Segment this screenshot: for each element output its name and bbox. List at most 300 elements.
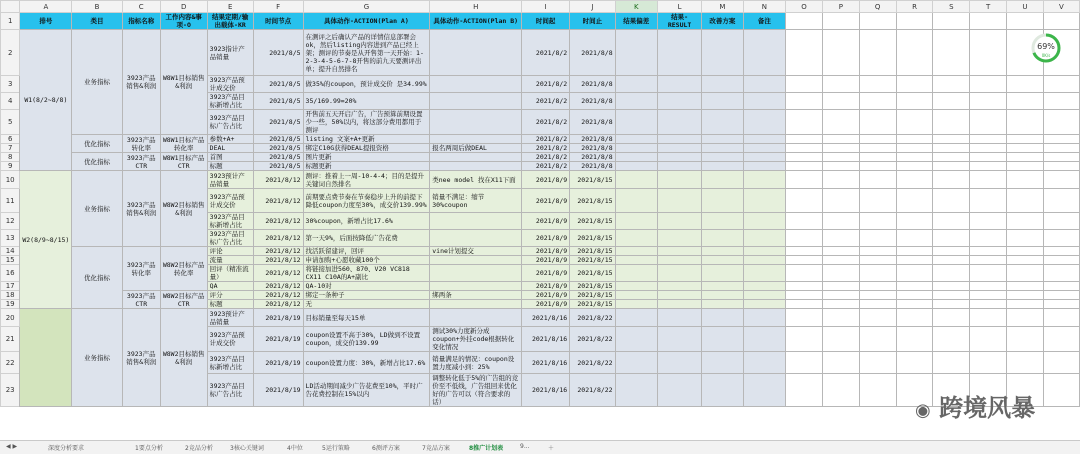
- empty-cell[interactable]: [1043, 282, 1079, 291]
- improvement-cell[interactable]: [702, 189, 743, 213]
- note-cell[interactable]: [743, 352, 785, 374]
- empty-cell[interactable]: [822, 309, 859, 327]
- time-end-cell[interactable]: 2021/8/15: [570, 265, 615, 282]
- empty-cell[interactable]: [896, 327, 933, 352]
- result-cell[interactable]: [658, 189, 702, 213]
- time-end-cell[interactable]: 2021/8/15: [570, 291, 615, 300]
- empty-cell[interactable]: [1007, 291, 1044, 300]
- empty-cell[interactable]: [970, 171, 1007, 189]
- empty-cell[interactable]: [970, 110, 1007, 135]
- column-header-V[interactable]: V: [1043, 1, 1079, 13]
- empty-cell[interactable]: [822, 189, 859, 213]
- header-cell-13[interactable]: 备注: [743, 13, 785, 30]
- empty-cell[interactable]: [896, 171, 933, 189]
- empty-cell[interactable]: [859, 189, 896, 213]
- time-node-cell[interactable]: 2021/8/5: [253, 153, 303, 162]
- time-node-cell[interactable]: 2021/8/19: [253, 374, 303, 407]
- note-cell[interactable]: [743, 189, 785, 213]
- time-node-cell[interactable]: 2021/8/5: [253, 76, 303, 93]
- action-b-cell[interactable]: 测试30%力度新分成coupon+外挂code根据转化变化情况: [430, 327, 522, 352]
- empty-cell[interactable]: [970, 327, 1007, 352]
- empty-cell[interactable]: [1007, 93, 1044, 110]
- improvement-cell[interactable]: [702, 327, 743, 352]
- action-b-cell[interactable]: [430, 230, 522, 247]
- empty-cell[interactable]: [1043, 309, 1079, 327]
- merged-cell-A[interactable]: [20, 309, 72, 407]
- time-end-cell[interactable]: 2021/8/8: [570, 135, 615, 144]
- time-end-cell[interactable]: 2021/8/8: [570, 110, 615, 135]
- empty-cell[interactable]: [933, 256, 970, 265]
- deviation-cell[interactable]: [615, 327, 657, 352]
- time-start-cell[interactable]: 2021/8/2: [522, 144, 570, 153]
- empty-cell[interactable]: [1007, 265, 1044, 282]
- empty-cell[interactable]: [970, 13, 1007, 30]
- kr-cell[interactable]: 流量: [207, 256, 253, 265]
- tab-nav-prev-icon[interactable]: ◀ ▶: [6, 443, 18, 450]
- row-header-18[interactable]: 18: [1, 291, 20, 300]
- empty-cell[interactable]: [896, 247, 933, 256]
- note-cell[interactable]: [743, 144, 785, 153]
- empty-cell[interactable]: [896, 256, 933, 265]
- empty-cell[interactable]: [1007, 352, 1044, 374]
- action-a-cell[interactable]: 将链接加进560、870、V20 VC818 CX11 C10A的A+副比: [303, 265, 430, 282]
- empty-cell[interactable]: [822, 153, 859, 162]
- column-header-J[interactable]: J: [570, 1, 615, 13]
- action-a-cell[interactable]: listing 文案+A+更新: [303, 135, 430, 144]
- empty-cell[interactable]: [1043, 13, 1079, 30]
- note-cell[interactable]: [743, 327, 785, 352]
- action-a-cell[interactable]: 在测评之后确认产品的详情信息部署会ok，然后listing内容进到产品已经上架；测评的节奏是从开售第一天开始：1-2-3-4-5-6-7-8开售的前九天要测评出单；提升自然排名: [303, 30, 430, 76]
- empty-cell[interactable]: [786, 282, 823, 291]
- empty-cell[interactable]: [970, 352, 1007, 374]
- deviation-cell[interactable]: [615, 110, 657, 135]
- empty-cell[interactable]: [1043, 327, 1079, 352]
- kr-cell[interactable]: 评分: [207, 291, 253, 300]
- time-start-cell[interactable]: 2021/8/9: [522, 189, 570, 213]
- kr-cell[interactable]: 标题: [207, 162, 253, 171]
- result-cell[interactable]: [658, 247, 702, 256]
- merged-cell-D[interactable]: W8W1目标销售&利润: [160, 30, 207, 135]
- merged-cell-B[interactable]: 优化指标: [72, 135, 122, 153]
- column-header-N[interactable]: N: [743, 1, 785, 13]
- kr-cell[interactable]: 3923产品预计成交价: [207, 76, 253, 93]
- empty-cell[interactable]: [822, 93, 859, 110]
- improvement-cell[interactable]: [702, 291, 743, 300]
- empty-cell[interactable]: [1043, 265, 1079, 282]
- empty-cell[interactable]: [1043, 153, 1079, 162]
- column-header-U[interactable]: U: [1007, 1, 1044, 13]
- time-end-cell[interactable]: 2021/8/8: [570, 93, 615, 110]
- column-header-R[interactable]: R: [896, 1, 933, 13]
- empty-cell[interactable]: [859, 162, 896, 171]
- empty-cell[interactable]: [786, 374, 823, 407]
- action-b-cell[interactable]: [430, 282, 522, 291]
- tab-0[interactable]: 深度分析要求: [48, 445, 85, 452]
- result-cell[interactable]: [658, 256, 702, 265]
- deviation-cell[interactable]: [615, 135, 657, 144]
- empty-cell[interactable]: [933, 13, 970, 30]
- empty-cell[interactable]: [933, 153, 970, 162]
- action-b-cell[interactable]: [430, 135, 522, 144]
- deviation-cell[interactable]: [615, 213, 657, 230]
- empty-cell[interactable]: [933, 309, 970, 327]
- improvement-cell[interactable]: [702, 171, 743, 189]
- empty-cell[interactable]: [859, 327, 896, 352]
- kr-cell[interactable]: 3923产品目标广告占比: [207, 110, 253, 135]
- deviation-cell[interactable]: [615, 247, 657, 256]
- row-header-22[interactable]: 22: [1, 352, 20, 374]
- empty-cell[interactable]: [786, 327, 823, 352]
- empty-cell[interactable]: [859, 265, 896, 282]
- empty-cell[interactable]: [786, 230, 823, 247]
- improvement-cell[interactable]: [702, 30, 743, 76]
- empty-cell[interactable]: [822, 282, 859, 291]
- time-start-cell[interactable]: 2021/8/2: [522, 93, 570, 110]
- empty-cell[interactable]: [970, 162, 1007, 171]
- note-cell[interactable]: [743, 153, 785, 162]
- empty-cell[interactable]: [1043, 76, 1079, 93]
- merged-cell-D[interactable]: W8W2目标销售&利润: [160, 171, 207, 247]
- empty-cell[interactable]: [933, 265, 970, 282]
- empty-cell[interactable]: [896, 135, 933, 144]
- result-cell[interactable]: [658, 171, 702, 189]
- empty-cell[interactable]: [859, 144, 896, 153]
- note-cell[interactable]: [743, 76, 785, 93]
- action-a-cell[interactable]: 无: [303, 300, 430, 309]
- header-cell-12[interactable]: 改善方案: [702, 13, 743, 30]
- action-a-cell[interactable]: 做35%的coupon，预计成交价 是34.99%: [303, 76, 430, 93]
- empty-cell[interactable]: [1007, 171, 1044, 189]
- column-header-O[interactable]: O: [786, 1, 823, 13]
- empty-cell[interactable]: [970, 76, 1007, 93]
- empty-cell[interactable]: [896, 110, 933, 135]
- note-cell[interactable]: [743, 265, 785, 282]
- action-b-cell[interactable]: [430, 300, 522, 309]
- empty-cell[interactable]: [1007, 256, 1044, 265]
- empty-cell[interactable]: [1007, 162, 1044, 171]
- time-start-cell[interactable]: 2021/8/9: [522, 171, 570, 189]
- merged-cell-A[interactable]: W1(8/2~8/8): [20, 30, 72, 171]
- empty-cell[interactable]: [786, 171, 823, 189]
- note-cell[interactable]: [743, 256, 785, 265]
- row-header-17[interactable]: 17: [1, 282, 20, 291]
- time-start-cell[interactable]: 2021/8/9: [522, 213, 570, 230]
- empty-cell[interactable]: [859, 256, 896, 265]
- note-cell[interactable]: [743, 93, 785, 110]
- result-cell[interactable]: [658, 300, 702, 309]
- row-header-10[interactable]: 10: [1, 171, 20, 189]
- action-b-cell[interactable]: 调整转化低于5%的广告组的竞价至不低线，广告组回来优化好的广告可以（符合要求的话）: [430, 374, 522, 407]
- improvement-cell[interactable]: [702, 247, 743, 256]
- action-a-cell[interactable]: 目标销量至每天15单: [303, 309, 430, 327]
- empty-cell[interactable]: [970, 93, 1007, 110]
- deviation-cell[interactable]: [615, 256, 657, 265]
- merged-cell-D[interactable]: W8W2目标产品转化率: [160, 247, 207, 291]
- empty-cell[interactable]: [859, 110, 896, 135]
- empty-cell[interactable]: [822, 162, 859, 171]
- action-b-cell[interactable]: [430, 256, 522, 265]
- empty-cell[interactable]: [896, 282, 933, 291]
- empty-cell[interactable]: [786, 265, 823, 282]
- time-end-cell[interactable]: 2021/8/15: [570, 256, 615, 265]
- empty-cell[interactable]: [970, 213, 1007, 230]
- empty-cell[interactable]: [786, 76, 823, 93]
- improvement-cell[interactable]: [702, 144, 743, 153]
- column-header-I[interactable]: I: [522, 1, 570, 13]
- header-cell-4[interactable]: 结果定期/输出载体-KR: [207, 13, 253, 30]
- empty-cell[interactable]: [1043, 352, 1079, 374]
- time-end-cell[interactable]: 2021/8/15: [570, 189, 615, 213]
- action-b-cell[interactable]: vine计划提交: [430, 247, 522, 256]
- empty-cell[interactable]: [1007, 110, 1044, 135]
- empty-cell[interactable]: [896, 13, 933, 30]
- row-header-15[interactable]: 15: [1, 256, 20, 265]
- time-end-cell[interactable]: 2021/8/8: [570, 153, 615, 162]
- empty-cell[interactable]: [896, 93, 933, 110]
- empty-cell[interactable]: [970, 230, 1007, 247]
- empty-cell[interactable]: [786, 13, 823, 30]
- row-header-2[interactable]: 2: [1, 30, 20, 76]
- time-node-cell[interactable]: 2021/8/19: [253, 327, 303, 352]
- empty-cell[interactable]: [896, 300, 933, 309]
- action-b-cell[interactable]: 类nee model 找在X11下面: [430, 171, 522, 189]
- kr-cell[interactable]: 3923预计产品销量: [207, 309, 253, 327]
- deviation-cell[interactable]: [615, 291, 657, 300]
- empty-cell[interactable]: [970, 135, 1007, 144]
- column-header-L[interactable]: L: [658, 1, 702, 13]
- merged-cell-C[interactable]: 3923产品销售&利润: [122, 309, 160, 407]
- time-node-cell[interactable]: 2021/8/12: [253, 282, 303, 291]
- time-node-cell[interactable]: 2021/8/12: [253, 265, 303, 282]
- deviation-cell[interactable]: [615, 374, 657, 407]
- time-node-cell[interactable]: 2021/8/5: [253, 30, 303, 76]
- empty-cell[interactable]: [970, 247, 1007, 256]
- empty-cell[interactable]: [1007, 282, 1044, 291]
- improvement-cell[interactable]: [702, 230, 743, 247]
- merged-cell-C[interactable]: 3923产品销售&利润: [122, 171, 160, 247]
- result-cell[interactable]: [658, 327, 702, 352]
- empty-cell[interactable]: [896, 30, 933, 76]
- empty-cell[interactable]: [1043, 135, 1079, 144]
- result-cell[interactable]: [658, 162, 702, 171]
- improvement-cell[interactable]: [702, 300, 743, 309]
- note-cell[interactable]: [743, 282, 785, 291]
- improvement-cell[interactable]: [702, 153, 743, 162]
- time-node-cell[interactable]: 2021/8/12: [253, 213, 303, 230]
- empty-cell[interactable]: [896, 265, 933, 282]
- empty-cell[interactable]: [933, 93, 970, 110]
- time-node-cell[interactable]: 2021/8/19: [253, 309, 303, 327]
- action-b-cell[interactable]: [430, 265, 522, 282]
- empty-cell[interactable]: [896, 230, 933, 247]
- note-cell[interactable]: [743, 162, 785, 171]
- time-start-cell[interactable]: 2021/8/9: [522, 247, 570, 256]
- deviation-cell[interactable]: [615, 265, 657, 282]
- result-cell[interactable]: [658, 213, 702, 230]
- empty-cell[interactable]: [1043, 171, 1079, 189]
- time-end-cell[interactable]: 2021/8/22: [570, 374, 615, 407]
- action-a-cell[interactable]: coupon设置不高于30%，LD做到不设置coupon，成交价139.99: [303, 327, 430, 352]
- merged-cell-B[interactable]: 优化指标: [72, 247, 122, 309]
- row-header-9[interactable]: 9: [1, 162, 20, 171]
- note-cell[interactable]: [743, 30, 785, 76]
- action-a-cell[interactable]: 前期要点费节奏在节奏稳步上升的前提下降低coupon力度至30%，成交价139.99%: [303, 189, 430, 213]
- row-header-7[interactable]: 7: [1, 144, 20, 153]
- improvement-cell[interactable]: [702, 162, 743, 171]
- improvement-cell[interactable]: [702, 265, 743, 282]
- result-cell[interactable]: [658, 30, 702, 76]
- column-header-A[interactable]: A: [20, 1, 72, 13]
- empty-cell[interactable]: [859, 291, 896, 300]
- empty-cell[interactable]: [1007, 135, 1044, 144]
- empty-cell[interactable]: [1043, 213, 1079, 230]
- empty-cell[interactable]: [786, 135, 823, 144]
- empty-cell[interactable]: [896, 189, 933, 213]
- action-a-cell[interactable]: QA-10对: [303, 282, 430, 291]
- note-cell[interactable]: [743, 309, 785, 327]
- time-start-cell[interactable]: 2021/8/16: [522, 309, 570, 327]
- header-cell-9[interactable]: 时间止: [570, 13, 615, 30]
- merged-cell-B[interactable]: 业务指标: [72, 171, 122, 247]
- empty-cell[interactable]: [970, 300, 1007, 309]
- empty-cell[interactable]: [786, 256, 823, 265]
- empty-cell[interactable]: [859, 352, 896, 374]
- time-start-cell[interactable]: 2021/8/9: [522, 230, 570, 247]
- empty-cell[interactable]: [933, 352, 970, 374]
- tab-3[interactable]: 3核心关键词: [230, 445, 264, 452]
- time-node-cell[interactable]: 2021/8/5: [253, 110, 303, 135]
- empty-cell[interactable]: [1043, 110, 1079, 135]
- kr-cell[interactable]: 3923预计产品销量: [207, 171, 253, 189]
- deviation-cell[interactable]: [615, 230, 657, 247]
- note-cell[interactable]: [743, 247, 785, 256]
- header-cell-2[interactable]: 指标名称: [122, 13, 160, 30]
- improvement-cell[interactable]: [702, 282, 743, 291]
- merged-cell-C[interactable]: 3923产品转化率: [122, 247, 160, 291]
- result-cell[interactable]: [658, 93, 702, 110]
- empty-cell[interactable]: [933, 230, 970, 247]
- action-a-cell[interactable]: 第一天9%，后面按降低广告花费: [303, 230, 430, 247]
- empty-cell[interactable]: [786, 144, 823, 153]
- deviation-cell[interactable]: [615, 144, 657, 153]
- result-cell[interactable]: [658, 110, 702, 135]
- merged-cell-B[interactable]: 业务指标: [72, 309, 122, 407]
- kr-cell[interactable]: DEAL: [207, 144, 253, 153]
- empty-cell[interactable]: [896, 309, 933, 327]
- column-header-K[interactable]: K: [615, 1, 657, 13]
- empty-cell[interactable]: [822, 265, 859, 282]
- empty-cell[interactable]: [896, 291, 933, 300]
- deviation-cell[interactable]: [615, 189, 657, 213]
- time-node-cell[interactable]: 2021/8/5: [253, 162, 303, 171]
- empty-cell[interactable]: [896, 352, 933, 374]
- column-header-S[interactable]: S: [933, 1, 970, 13]
- time-start-cell[interactable]: 2021/8/9: [522, 265, 570, 282]
- empty-cell[interactable]: [859, 309, 896, 327]
- empty-cell[interactable]: [822, 30, 859, 76]
- empty-cell[interactable]: [970, 309, 1007, 327]
- row-header-12[interactable]: 12: [1, 213, 20, 230]
- action-b-cell[interactable]: 销量满足的情况：coupon设置力度减小到：25%: [430, 352, 522, 374]
- empty-cell[interactable]: [896, 162, 933, 171]
- empty-cell[interactable]: [859, 135, 896, 144]
- column-header-Q[interactable]: Q: [859, 1, 896, 13]
- row-header-1[interactable]: 1: [1, 13, 20, 30]
- empty-cell[interactable]: [859, 374, 896, 407]
- empty-cell[interactable]: [786, 247, 823, 256]
- action-b-cell[interactable]: 绑两条: [430, 291, 522, 300]
- time-node-cell[interactable]: 2021/8/5: [253, 135, 303, 144]
- merged-cell-A[interactable]: W2(8/9~8/15): [20, 171, 72, 309]
- merged-cell-D[interactable]: W8W2目标销售&利润: [160, 309, 207, 407]
- empty-cell[interactable]: [859, 76, 896, 93]
- kr-cell[interactable]: 3923产品预计成交价: [207, 327, 253, 352]
- kr-cell[interactable]: 首图: [207, 153, 253, 162]
- result-cell[interactable]: [658, 144, 702, 153]
- time-start-cell[interactable]: 2021/8/9: [522, 282, 570, 291]
- empty-cell[interactable]: [933, 162, 970, 171]
- empty-cell[interactable]: [859, 30, 896, 76]
- empty-cell[interactable]: [859, 153, 896, 162]
- time-end-cell[interactable]: 2021/8/8: [570, 162, 615, 171]
- note-cell[interactable]: [743, 300, 785, 309]
- empty-cell[interactable]: [1007, 153, 1044, 162]
- action-a-cell[interactable]: 申请加购+心愿收藏100个: [303, 256, 430, 265]
- kr-cell[interactable]: 3923产品目标广告占比: [207, 230, 253, 247]
- empty-cell[interactable]: [859, 213, 896, 230]
- time-node-cell[interactable]: 2021/8/12: [253, 256, 303, 265]
- empty-cell[interactable]: [822, 374, 859, 407]
- empty-cell[interactable]: [822, 13, 859, 30]
- improvement-cell[interactable]: [702, 213, 743, 230]
- empty-cell[interactable]: [933, 110, 970, 135]
- empty-cell[interactable]: [1043, 256, 1079, 265]
- time-start-cell[interactable]: 2021/8/2: [522, 162, 570, 171]
- row-header-8[interactable]: 8: [1, 153, 20, 162]
- empty-cell[interactable]: [822, 213, 859, 230]
- kr-cell[interactable]: 评论: [207, 247, 253, 256]
- column-header-G[interactable]: G: [303, 1, 430, 13]
- result-cell[interactable]: [658, 230, 702, 247]
- row-header-13[interactable]: 13: [1, 230, 20, 247]
- deviation-cell[interactable]: [615, 309, 657, 327]
- tab-1[interactable]: 1要点分析: [135, 445, 163, 452]
- column-header-F[interactable]: F: [253, 1, 303, 13]
- time-node-cell[interactable]: 2021/8/19: [253, 352, 303, 374]
- empty-cell[interactable]: [1007, 189, 1044, 213]
- action-a-cell[interactable]: 图片更新: [303, 153, 430, 162]
- add-sheet-icon[interactable]: ＋: [548, 445, 555, 452]
- empty-cell[interactable]: [786, 309, 823, 327]
- empty-cell[interactable]: [933, 282, 970, 291]
- result-cell[interactable]: [658, 309, 702, 327]
- empty-cell[interactable]: [896, 144, 933, 153]
- time-node-cell[interactable]: 2021/8/5: [253, 93, 303, 110]
- empty-cell[interactable]: [786, 352, 823, 374]
- empty-cell[interactable]: [970, 153, 1007, 162]
- deviation-cell[interactable]: [615, 300, 657, 309]
- corner-cell[interactable]: [1, 1, 20, 13]
- deviation-cell[interactable]: [615, 93, 657, 110]
- action-a-cell[interactable]: 绑定C10G获得DEAL提报资格: [303, 144, 430, 153]
- column-header-C[interactable]: C: [122, 1, 160, 13]
- merged-cell-B[interactable]: 业务指标: [72, 30, 122, 135]
- time-end-cell[interactable]: 2021/8/15: [570, 300, 615, 309]
- time-node-cell[interactable]: 2021/8/12: [253, 247, 303, 256]
- improvement-cell[interactable]: [702, 110, 743, 135]
- note-cell[interactable]: [743, 230, 785, 247]
- empty-cell[interactable]: [786, 300, 823, 309]
